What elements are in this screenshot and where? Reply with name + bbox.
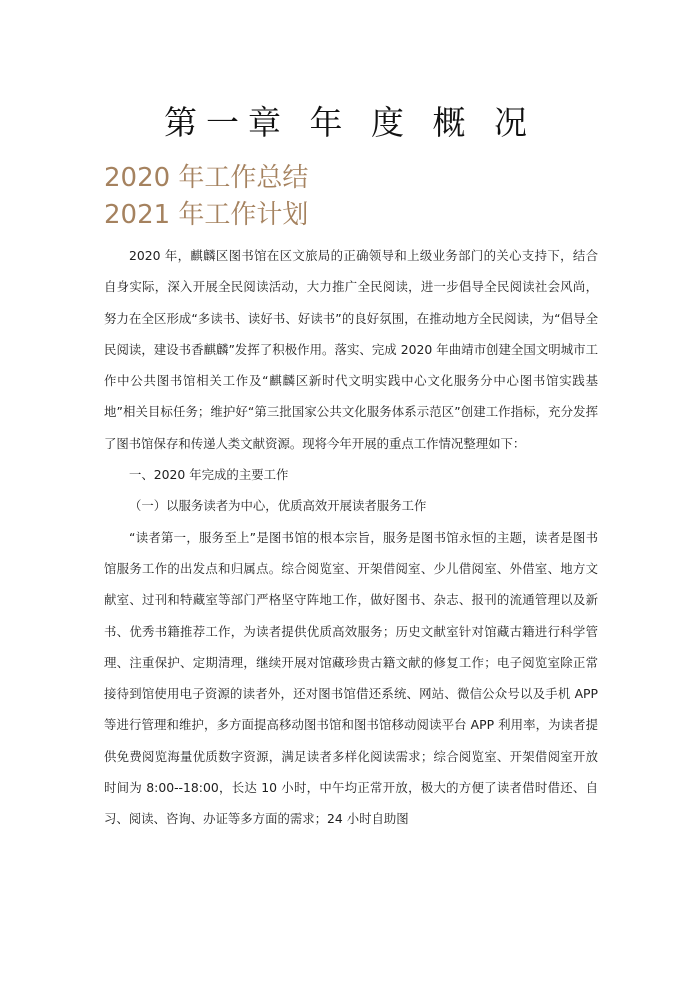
section-heading: 一、2020 年完成的主要工作 [129, 467, 289, 483]
intro-paragraph: 2020 年，麒麟区图书馆在区文旅局的正确领导和上级业务部门的关心支持下，结合自身实际，深入开展全民阅读活动，大力推广全民阅读，进一步倡导全民阅读社会风尚，努力在全区形成“多读书、读好书、好读书”的良好氛围，在推动地方全民阅读，为“倡导全民阅读，建设书香麒麟”发挥了积极作用。落实、完成 2020 年曲靖市创建全国文明城市工作中公共图书馆相关工作及“麒麟区新时代文明实践中心文化服务分中心图书馆实践基地”相关目标任务；维护好“第三批国家公共文化服务体系示范区”创建工作指标，充分发挥了图书馆保存和传递人类文献资源。现将今年开展的重点工作情况整理如下： [104, 248, 598, 451]
subtitle-plan: 2021 年工作计划 [104, 200, 309, 230]
service-paragraph: “读者第一，服务至上”是图书馆的根本宗旨，服务是图书馆永恒的主题，读者是图书馆服务工作的出发点和归属点。综合阅览室、开架借阅室、少儿借阅室、外借室、地方文献室、过刊和特藏室等部门严格坚守阵地工作，做好图书、杂志、报刊的流通管理以及新书、优秀书籍推荐工作，为读者提供优质高效服务；历史文献室针对馆藏古籍进行科学管理、注重保护、定期清理，继续开展对馆藏珍贵古籍文献的修复工作；电子阅览室除正常接待到馆使用电子资源的读者外，还对图书馆借还系统、网站、微信公众号以及手机 APP 等进行管理和维护，多方面提高移动图书馆和图书馆移动阅读平台 APP 利用率，为读者提供免费阅览海量优质数字资源，满足读者多样化阅读需求；综合阅览室、开架借阅室开放时间为 8:00--18:00，长达 10 小时，中午均正常开放，极大的方便了读者借时借还、自习、阅读、咨询、办证等多方面的需求；24 小时自助图 [104, 529, 598, 827]
chapter-title: 第一章 年 度 概 况 [164, 103, 536, 142]
document-body [104, 240, 598, 835]
subtitle-summary: 2020 年工作总结 [104, 163, 309, 193]
subsection-heading: （一）以服务读者为中心，优质高效开展读者服务工作 [129, 498, 427, 514]
